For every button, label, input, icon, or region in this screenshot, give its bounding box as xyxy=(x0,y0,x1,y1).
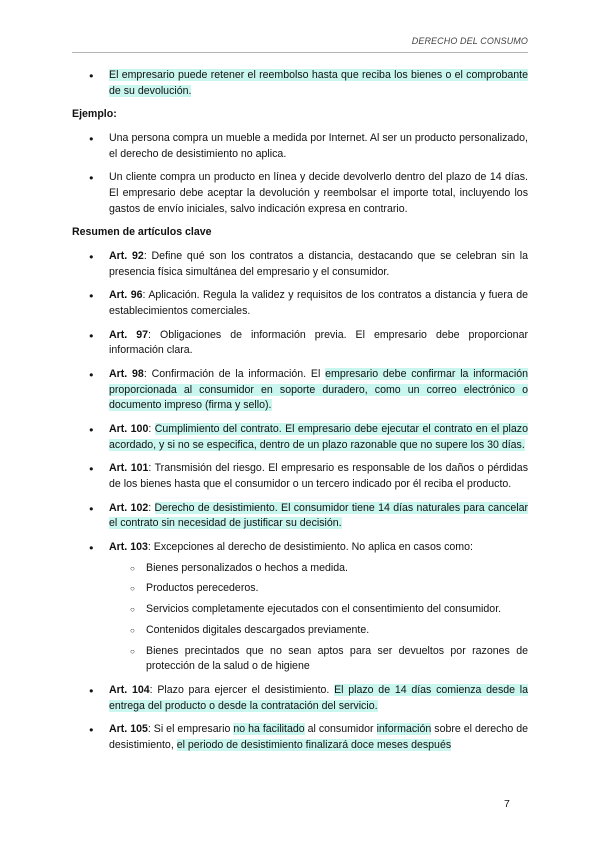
article-label: Art. 97 xyxy=(109,328,149,341)
exception-item: ○ Contenidos digitales descargados previamente. xyxy=(109,623,528,639)
article-item-97 xyxy=(72,328,528,359)
example-item: ● Una persona compra un mueble a medida por Internet. Al ser un producto personalizado, el derecho de desistimiento no aplica. xyxy=(72,131,528,162)
article-label: Art. 98 xyxy=(109,368,144,381)
intro-bullet xyxy=(72,68,528,99)
exception-item: ○ Bienes personalizados o hechos a medida. xyxy=(109,561,528,577)
article-text: sobre el derecho de desistimiento, xyxy=(109,723,528,751)
articles-list xyxy=(72,249,528,754)
article-text: : Aplicación. Regula la validez y requisitos de los contratos a distancia y fuera de establecimientos comerciales. xyxy=(109,289,528,317)
highlighted-text: información xyxy=(376,723,432,736)
article-item-101 xyxy=(72,461,528,492)
article-text: : Plazo para ejercer el desistimiento. xyxy=(149,684,335,697)
article-item-96 xyxy=(72,288,528,319)
exception-item: ○ Bienes precintados que no sean aptos para ser devueltos por razones de protección de la salud o de higiene xyxy=(109,644,528,675)
article-item-92 xyxy=(72,249,528,280)
highlighted-text: Derecho de desistimiento. El consumidor tiene 14 días naturales para cancelar el contrato sin necesidad de justificar su decisión. xyxy=(109,501,528,530)
article-text: : Obligaciones de información previa. El empresario debe proporcionar información clara. xyxy=(109,328,528,357)
article-text: : Define qué son los contratos a distancia, destacando que se celebran sin la presencia física simultánea del empresario y el consumidor. xyxy=(109,249,528,278)
article-text: al consumidor xyxy=(304,723,377,736)
highlighted-text: El plazo de 14 días comienza desde la entrega del producto o desde la contratación del servicio. xyxy=(109,684,528,712)
highlighted-text: el periodo de desistimiento finalizará doce meses después xyxy=(176,738,452,751)
intro-list xyxy=(72,68,528,99)
example-item: ● Un cliente compra un producto en línea y decide devolverlo dentro del plazo de 14 días. El empresario debe aceptar la devolución y reembolsar el importe total, incluyendo los gastos de envío iniciales, salvo indicación expresa en contrario. xyxy=(72,170,528,217)
exceptions-list xyxy=(109,561,528,675)
article-item-98 xyxy=(72,367,528,414)
article-item-105 xyxy=(72,722,528,753)
article-item-102 xyxy=(72,501,528,532)
article-label: Art. 100 xyxy=(109,423,149,435)
article-text: : Si el empresario xyxy=(147,723,234,736)
article-item-100 xyxy=(72,422,528,453)
example-heading: Ejemplo: xyxy=(72,108,117,121)
exception-item: ○ Servicios completamente ejecutados con el consentimiento del consumidor. xyxy=(109,602,528,618)
article-item-103 xyxy=(72,540,528,675)
highlighted-text: no ha facilitado xyxy=(233,723,305,736)
highlighted-text: El empresario puede retener el reembolso hasta que reciba los bienes o el comprobante de su devolución. xyxy=(109,69,528,97)
page-number: 7 xyxy=(504,798,510,810)
running-header: DERECHO DEL CONSUMO xyxy=(411,36,528,46)
article-label: Art. 103 xyxy=(109,541,148,554)
highlighted-text: Cumplimiento del contrato. El empresario debe ejecutar el contrato en el plazo acordado, y si no se especifica, dentro de un plazo razonable que no supere los 30 días. xyxy=(109,423,528,451)
exception-item: ○ Productos perecederos. xyxy=(109,581,528,597)
article-text: : Excepciones al derecho de desistimiento. No aplica en casos como: xyxy=(147,541,473,554)
article-label: Art. 96 xyxy=(109,289,143,302)
article-label: Art. 102 xyxy=(109,501,149,514)
article-item-104 xyxy=(72,683,528,714)
page-content xyxy=(72,68,528,762)
header-rule xyxy=(72,52,528,53)
article-text: : xyxy=(148,423,155,435)
article-label: Art. 104 xyxy=(109,684,150,697)
article-text: : xyxy=(148,501,155,514)
summary-heading: Resumen de artículos clave xyxy=(72,226,212,239)
example-list xyxy=(72,131,528,217)
article-label: Art. 92 xyxy=(109,249,144,262)
highlighted-text: empresario debe confirmar la información proporcionada al consumidor en soporte duradero, como un correo electrónico o documento impreso (firma y sello). xyxy=(109,368,528,412)
article-label: Art. 101 xyxy=(109,462,149,475)
article-label: Art. 105 xyxy=(109,723,148,736)
article-text: : Transmisión del riesgo. El empresario es responsable de los daños o pérdidas de los bienes hasta que el consumidor o un tercero indicado por él reciba el producto. xyxy=(109,462,528,490)
article-text: : Confirmación de la información. El xyxy=(143,368,326,381)
